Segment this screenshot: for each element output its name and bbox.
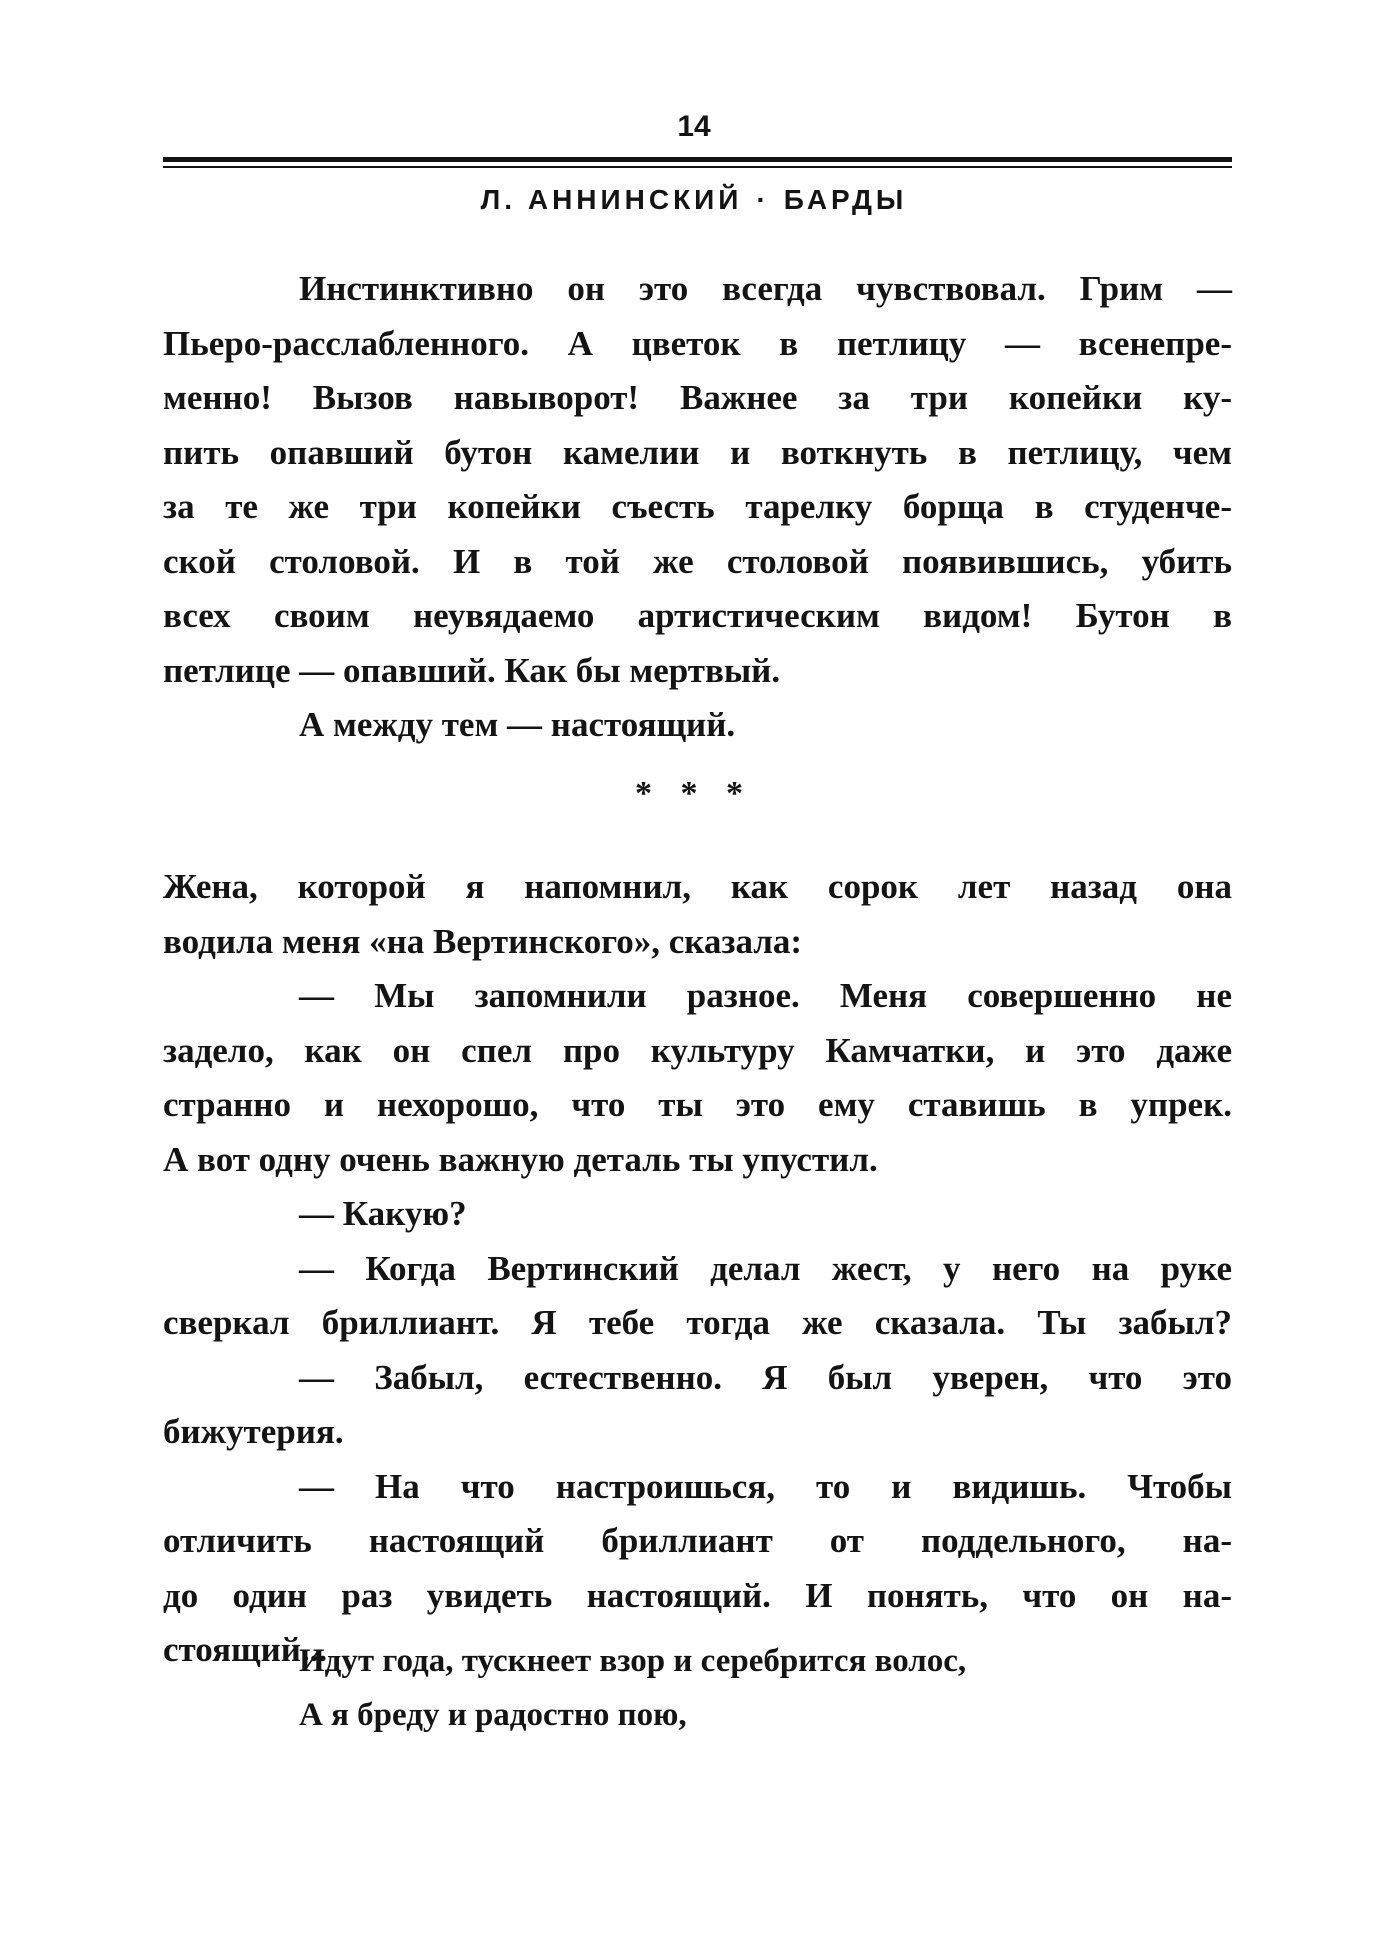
text-line: всех своим неувядаемо артистическим видом! Бутон в [163, 596, 1232, 635]
text-line: — Какую? [299, 1194, 467, 1233]
running-head-title: БАРДЫ [783, 184, 908, 215]
text-line: — Мы запомнили разное. Меня совершенно не [299, 976, 1232, 1015]
text-line: до один раз увидеть настоящий. И понять, что он на- [163, 1575, 1232, 1615]
text-line: Жена, которой я напомнил, как сорок лет назад она [163, 867, 1232, 906]
text-line: петлице — опавший. Как бы мертвый. [163, 650, 781, 690]
text-line: сверкал бриллиант. Я тебе тогда же сказала. Ты забыл? [163, 1303, 1232, 1342]
section-2-text [163, 860, 1232, 1678]
text-line: — На что настроишься, то и видишь. Чтобы [299, 1466, 1232, 1506]
text-line: странно и нехорошо, что ты это ему ставишь в упрек. [163, 1085, 1232, 1124]
text-line: отличить настоящий бриллиант от поддельного, на- [163, 1521, 1232, 1560]
text-line: А между тем — настоящий. [299, 705, 736, 744]
text-line: водила меня «на Вертинского», сказала: [163, 921, 803, 961]
text-line: ской столовой. И в той же столовой появившись, убить [163, 541, 1232, 581]
text-line: Пьеро-расслабленного. А цветок в петлицу — всенепре- [163, 323, 1232, 363]
text-line: бижутерия. [163, 1412, 344, 1451]
running-head [0, 184, 1388, 216]
text-line: менно! Вызов навыворот! Важнее за три копейки ку- [163, 378, 1232, 417]
text-line: пить опавший бутон камелии и воткнуть в петлицу, чем [163, 432, 1232, 472]
text-line: А вот одну очень важную деталь ты упустил. [163, 1139, 878, 1179]
verse-line: Идут года, тускнеет взор и серебрится волос, [299, 1643, 967, 1679]
section-divider-asterisks: * * * [635, 775, 753, 812]
header-rule-thick [163, 157, 1232, 162]
verse-line: А я бреду и радостно пою, [299, 1697, 687, 1733]
text-line: — Забыл, естественно. Я был уверен, что это [299, 1357, 1232, 1397]
section-1-text [163, 262, 1232, 753]
running-head-separator: · [756, 184, 770, 215]
page-number: 14 [677, 110, 711, 143]
text-line: Инстинктивно он это всегда чувствовал. Грим — [299, 269, 1232, 308]
running-head-author: Л. АННИНСКИЙ [480, 184, 743, 215]
header-rule-thin [163, 166, 1232, 168]
verse-quote [299, 1634, 966, 1742]
text-line: стоящий... [163, 1630, 328, 1669]
text-line: задело, как он спел про культуру Камчатки, и это даже [163, 1030, 1232, 1070]
text-line: за те же три копейки съесть тарелку борща в студенче- [163, 487, 1232, 526]
text-line: — Когда Вертинский делал жест, у него на руке [299, 1248, 1232, 1288]
